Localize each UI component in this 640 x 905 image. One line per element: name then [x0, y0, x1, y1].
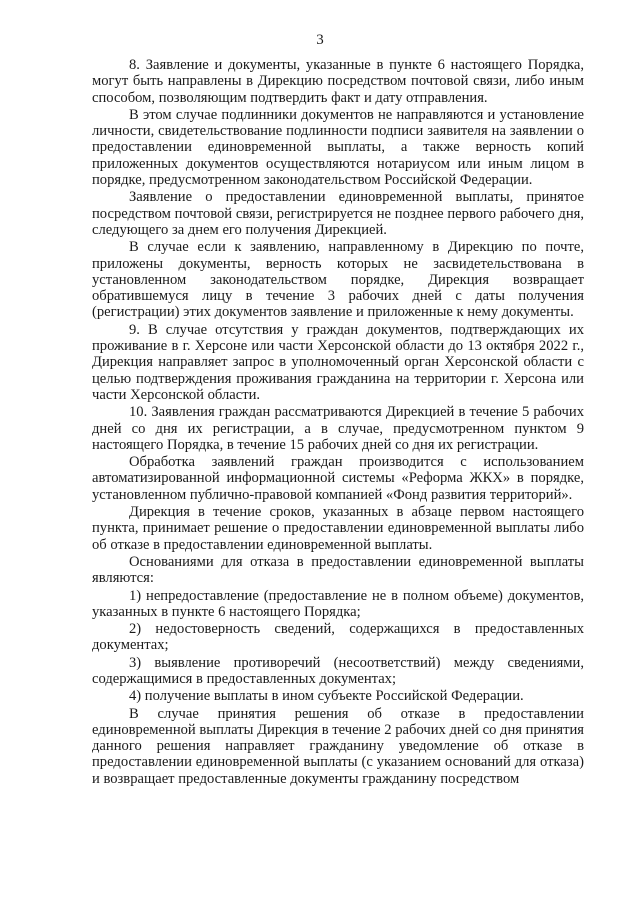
list-item-refusal-ground-1: 1) непредоставление (предоставление не в полном объеме) документов, указанных в пункте 6 настоящего Порядка;	[92, 587, 584, 620]
page-number: 3	[316, 32, 324, 48]
paragraph-refusal-grounds-intro: Основаниями для отказа в предоставлении единовременной выплаты являются:	[92, 553, 584, 587]
list-item-refusal-ground-3: 3) выявление противоречий (несоответствий) между сведениями, содержащимися в предоставленных документах;	[92, 654, 584, 687]
paragraph-return-of-documents: В случае если к заявлению, направленному в Дирекцию по почте, приложены документы, верность которых не засвидетельствована в установленном законодательством порядке, Дирекция возвращает обратившемуся лицу в течение 3 рабочих дней с даты получения (регистрации) этих документов заявление и приложенные к нему документы.	[92, 239, 584, 321]
paragraph-refusal-notification: В случае принятия решения об отказе в предоставлении единовременной выплаты Дирекция в течение 2 рабочих дней со дня принятия данного решения направляет гражданину уведомление об отказе в предоставлении единовременной выплаты (с указанием оснований для отказа) и возвращает предоставленные документы гражданину посредством	[92, 705, 584, 787]
paragraph-8-submission-by-mail: 8. Заявление и документы, указанные в пункте 6 настоящего Порядка, могут быть направлены в Дирекцию посредством почтовой связи, либо иным способом, позволяющим подтвердить факт и дату отправления.	[92, 57, 584, 106]
paragraph-decision: Дирекция в течение сроков, указанных в абзаце первом настоящего пункта, принимает решение о предоставлении единовременной выплаты либо об отказе в предоставлении единовременной выплаты.	[92, 504, 584, 553]
paragraph-processing-system: Обработка заявлений граждан производится с использованием автоматизированной информационной системы «Реформа ЖКХ» в порядке, установленном публично-правовой компанией «Фонд развития территорий».	[92, 454, 584, 503]
document-body	[92, 57, 584, 788]
list-item-refusal-ground-4: 4) получение выплаты в ином субъекте Российской Федерации.	[129, 688, 524, 705]
list-item-refusal-ground-2: 2) недостоверность сведений, содержащихся в предоставленных документах;	[92, 621, 584, 654]
paragraph-notarization: В этом случае подлинники документов не направляются и установление личности, свидетельствование подлинности подписи заявителя на заявлении о предоставлении единовременной выплаты, а также верность копий приложенных документов осуществляются нотариусом или иным лицом в порядке, предусмотренном законодательством Российской Федерации.	[92, 106, 584, 189]
paragraph-9-residence-confirmation: 9. В случае отсутствия у граждан документов, подтверждающих их проживание в г. Херсоне или части Херсонской области до 13 октября 2022 г., Дирекция направляет запрос в уполномоченный орган Херсонской области с целью подтверждения проживания гражданина на территории г. Херсона или части Херсонской области.	[92, 321, 584, 403]
paragraph-10-review-period: 10. Заявления граждан рассматриваются Дирекцией в течение 5 рабочих дней со дня их регистрации, а в случае, предусмотренном пунктом 9 настоящего Порядка, в течение 15 рабочих дней со дня их регистрации.	[92, 404, 584, 453]
paragraph-registration-deadline: Заявление о предоставлении единовременной выплаты, принятое посредством почтовой связи, регистрируется не позднее первого рабочего дня, следующего за днем его получения Дирекцией.	[92, 189, 584, 238]
